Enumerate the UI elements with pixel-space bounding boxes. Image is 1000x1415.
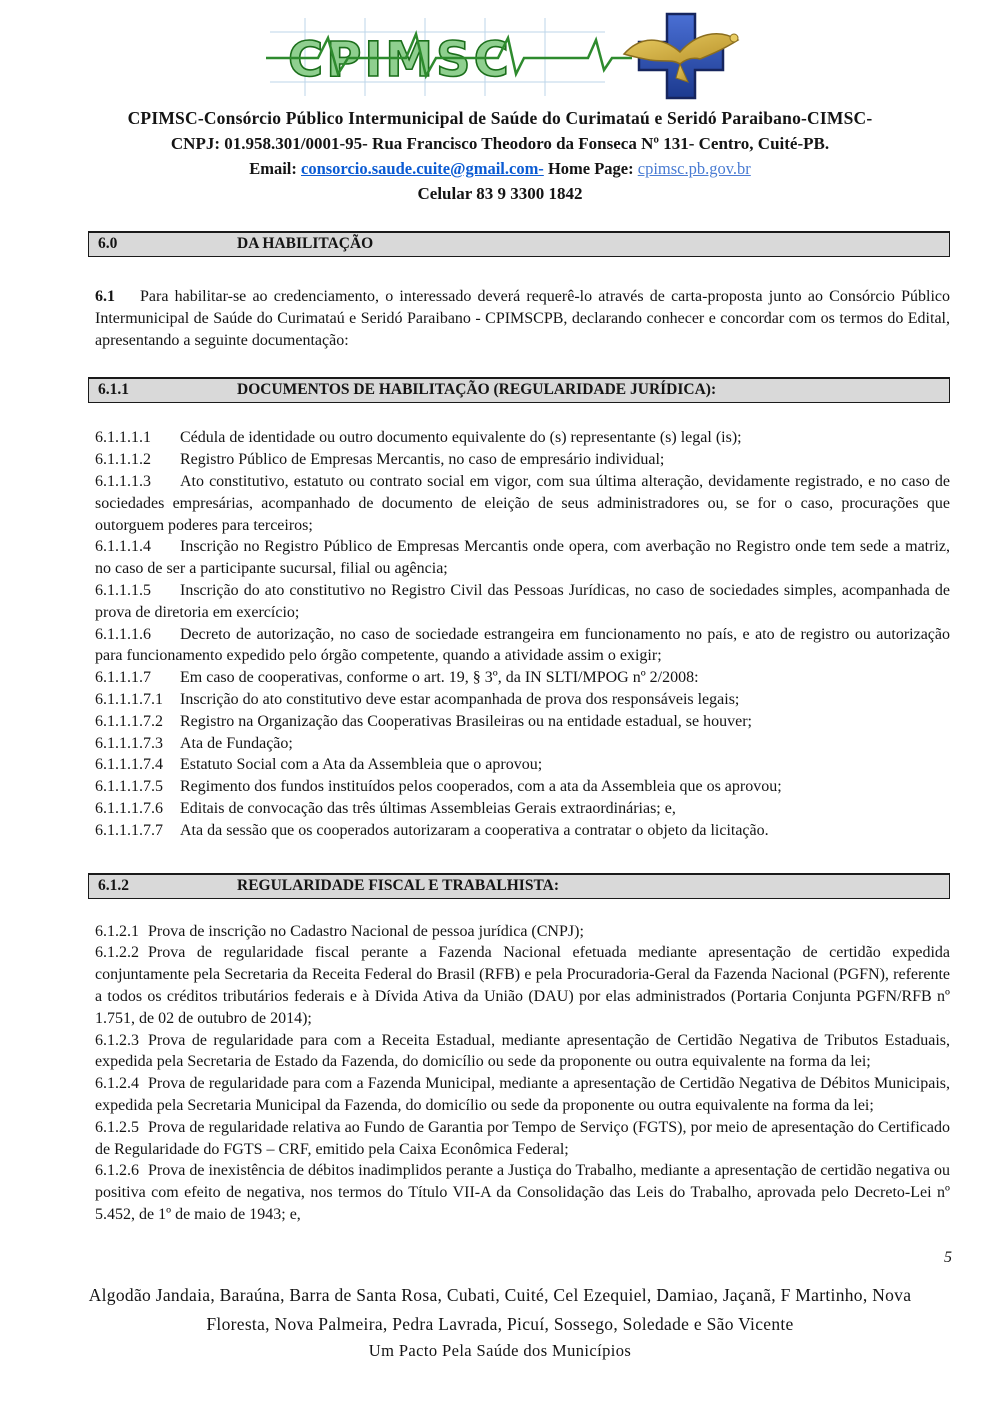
homepage-link[interactable]: cpimsc.pb.gov.br [637,159,751,178]
list-item [95,754,950,776]
list-item [95,580,950,624]
section-title: DOCUMENTOS DE HABILITAÇÃO (REGULARIDADE JURÍDICA): [237,381,717,399]
item-text: Prova de regularidade fiscal perante a Fazenda Nacional efetuada mediante apresentação de certidão expedida conjuntamente pela Secretaria da Receita Federal do Brasil (RFB) e pela Procuradoria-Geral da Fazenda Nacional (PGFN), referente a todos os créditos tributários federais e à Dívida Ativa da União (DAU) por elas administrados (Portaria Conjunta PGFN/RFB nº 1.751, de 02 de outubro de 2014); [95,944,950,1027]
item-number: 6.1.1.1.1 [95,429,151,447]
item-number: 6.1.2.5 [95,1118,139,1136]
item-number: 6.1.1.1.7 [95,669,151,687]
item-text: Ata da sessão que os cooperados autorizaram a cooperativa a contratar o objeto da licitação. [180,821,769,839]
list-item [95,471,950,536]
email-label: Email: [249,159,297,178]
item-number: 6.1.1.1.7.6 [95,799,163,817]
item-text: Cédula de identidade ou outro documento equivalente do (s) representante (s) legal (is); [180,429,742,447]
section-header-6-1-1 [88,377,950,403]
item-text: Prova de inexistência de débitos inadimplidos perante a Justiça do Trabalho, mediante a apresentação de certidão negativa ou positiva com efeito de negativa, nos termos do Título VII-A da Consolidação das Leis do Trabalho, aprovada pelo Decreto-Lei nº 5.452, de 1º de maio de 1943; e, [95,1162,950,1223]
item-text: Editais de convocação das três últimas Assembleias Gerais extraordinárias; e, [180,799,676,817]
list-item [95,427,950,449]
cpimsc-logo-graphic [260,10,740,104]
item-number: 6.1.1.1.4 [95,538,151,556]
email-link[interactable]: consorcio.saude.cuite@gmail.com- [301,159,544,178]
list-item [95,667,950,689]
paragraph-text: Para habilitar-se ao credenciamento, o interessado deverá requerê-lo através de carta-proposta junto ao Consórcio Público Intermunicipal de Saúde do Curimataú e Seridó Paraibano - CPIMSCPB, declarando conhecer e concordar com os termos do Edital, apresentando a seguinte documentação: [95,288,950,349]
cnpj-address-line [0,134,1000,154]
section-title: DA HABILITAÇÃO [237,235,374,252]
footer-municipalities: Algodão Jandaia, Baraúna, Barra de Santa Rosa, Cubati, Cuité, Cel Ezequiel, Damiao, Jaçanã, F Martinho, Nova Floresta, Nova Palmeira, Pedra Lavrada, Picuí, Sossego, Soledade e São Vicente [88,1284,912,1334]
list-item [95,624,950,668]
list-item [95,798,950,820]
phone-line: Celular 83 9 3300 1842 [417,184,583,203]
list-item [95,536,950,580]
paragraph-6-1 [95,286,950,351]
item-number: 6.1.2.3 [95,1031,139,1049]
list-item [95,733,950,755]
item-text: Regimento dos fundos instituídos pelos cooperados, com a ata da Assembleia que os aprovou; [180,778,782,796]
section-number: 6.0 [98,235,118,252]
page-footer [0,1281,1000,1361]
item-text: Registro Público de Empresas Mercantis, no caso de empresário individual; [180,451,665,469]
item-text: Ata de Fundação; [180,734,293,752]
cpimsc-logo [0,10,1000,104]
item-text: Prova de regularidade relativa ao Fundo de Garantia por Tempo de Serviço (FGTS), por meio de apresentação do Certificado de Regularidade do FGTS – CRF, emitido pela Caixa Econômica Federal; [95,1118,950,1158]
item-number: 6.1.1.1.5 [95,581,151,599]
cnpj-value: CNPJ: 01.958.301/0001-95- [170,134,368,153]
item-text: Prova de regularidade para com a Fazenda Municipal, mediante a apresentação de Certidão Negativa de Débitos Municipais, expedida pela Secretaria Municipal da Fazenda, do domicílio ou sede da proponente ou outra equivalente na forma da lei; [95,1075,950,1114]
item-number: 6.1.2.2 [95,944,139,962]
list-item [95,1160,950,1225]
list-item [95,1117,950,1161]
juridica-item-list [95,427,950,841]
paragraph-number: 6.1 [95,288,115,305]
contact-line [0,159,1000,179]
fiscal-item-list [95,921,950,1226]
footer-motto: Um Pacto Pela Saúde dos Municípios [368,1340,632,1360]
section-number: 6.1.1 [98,381,129,399]
item-number: 6.1.1.1.3 [95,472,151,490]
item-number: 6.1.1.1.7.4 [95,756,163,774]
item-number: 6.1.2.4 [95,1075,139,1093]
section-title: REGULARIDADE FISCAL E TRABALHISTA: [237,876,559,894]
list-item [95,942,950,1029]
homepage-label: Home Page: [547,159,634,178]
letterhead [0,0,1000,204]
list-item [95,689,950,711]
section-header-6-1-2 [88,873,950,899]
item-number: 6.1.1.1.7.1 [95,690,163,708]
item-number: 6.1.1.1.2 [95,451,151,469]
item-text: Ato constitutivo, estatuto ou contrato social em vigor, com sua última alteração, devidamente registrado, e no caso de sociedades empresárias, acompanhado de documento de eleição de seus administradores ou, se for o caso, procurações que outorguem poderes para terceiros; [95,472,950,534]
item-text: Em caso de cooperativas, conforme o art. 19, § 3º, da IN SLTI/MPOG nº 2/2008: [180,669,699,687]
org-name: CPIMSC-Consórcio Público Intermunicipal de Saúde do Curimataú e Seridó Paraibano-CIMSC- [127,108,873,128]
item-text: Decreto de autorização, no caso de sociedade estrangeira em funcionamento no país, e ato de registro ou autorização para funcionamento expedido pelo órgão competente, quando a atividade assim o exigir; [95,625,950,665]
list-item [95,711,950,733]
list-item [95,820,950,842]
item-number: 6.1.1.1.7.2 [95,712,163,730]
street-address: Rua Francisco Theodoro da Fonseca Nº 131- Centro, Cuité-PB. [372,134,830,153]
item-text: Prova de regularidade para com a Receita Estadual, mediante apresentação de Certidão Negativa de Tributos Estaduais, expedida pela Secretaria de Estado da Fazenda, do domicílio ou sede da proponente ou outra equivalente na forma da lei; [95,1031,950,1071]
page-number: 5 [944,1248,952,1266]
list-item [95,1073,950,1117]
item-text: Inscrição no Registro Público de Empresas Mercantis onde opera, com averbação no Registro onde tem sede a matriz, no caso de ser a participante sucursal, filial ou agência; [95,538,950,578]
item-number: 6.1.1.1.7.7 [95,821,163,839]
section-header-6-0 [88,231,950,257]
list-item [95,921,950,943]
item-number: 6.1.2.1 [95,922,139,940]
item-text: Registro na Organização das Cooperativas Brasileiras ou na entidade estadual, se houver; [180,712,752,730]
section-number: 6.1.2 [98,876,129,894]
list-item [95,776,950,798]
item-text: Estatuto Social com a Ata da Assembleia que o aprovou; [180,756,543,774]
item-text: Inscrição do ato constitutivo no Registro Civil das Pessoas Jurídicas, no caso de sociedades simples, acompanhada de prova de diretoria em exercício; [95,581,950,621]
item-number: 6.1.1.1.7.5 [95,778,163,796]
item-number: 6.1.1.1.7.3 [95,734,163,752]
item-number: 6.1.1.1.6 [95,625,151,643]
logo-text: CPIMSC [288,32,512,88]
item-number: 6.1.2.6 [95,1162,139,1180]
item-text: Prova de inscrição no Cadastro Nacional de pessoa jurídica (CNPJ); [148,922,584,940]
document-body [0,231,1000,1226]
list-item [95,449,950,471]
list-item [95,1030,950,1074]
item-text: Inscrição do ato constitutivo deve estar acompanhada de prova dos responsáveis legais; [180,690,740,708]
